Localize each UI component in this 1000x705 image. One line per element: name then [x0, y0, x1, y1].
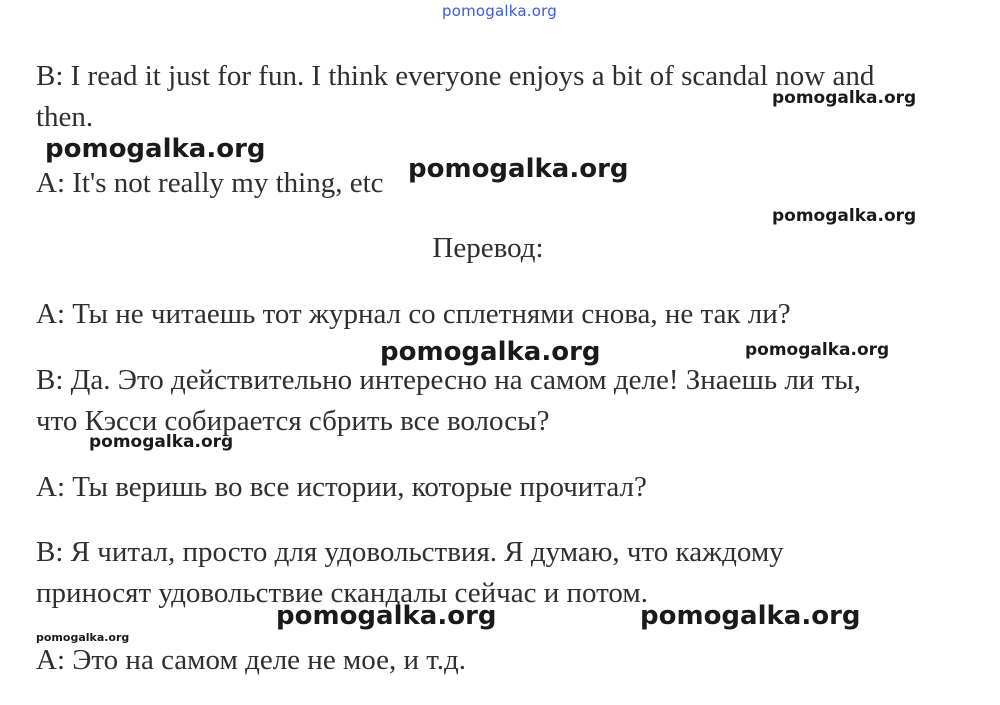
dialogue-a-ru-1: A: Ты не читаешь тот журнал со сплетнями снова, не так ли?: [36, 298, 791, 330]
dialogue-b-english-line2: then.: [36, 101, 94, 133]
dialogue-a-ru-3: A: Это на самом деле не мое, и т.д.: [36, 644, 467, 676]
site-link-top[interactable]: pomogalka.org: [442, 2, 557, 20]
watermark: pomogalka.org: [408, 154, 629, 184]
translation-heading: Перевод:: [432, 232, 544, 264]
watermark: pomogalka.org: [380, 337, 601, 367]
watermark: pomogalka.org: [45, 134, 266, 164]
dialogue-b-ru-2-line2: приносят удовольствие скандалы сейчас и потом.: [36, 577, 648, 609]
dialogue-a-ru-2: A: Ты веришь во все истории, которые прочитал?: [36, 471, 647, 503]
watermark: pomogalka.org: [276, 601, 497, 631]
watermark: pomogalka.org: [772, 206, 917, 226]
watermark: pomogalka.org: [745, 340, 890, 360]
dialogue-b-ru-1-line1: B: Да. Это действительно интересно на самом деле! Знаешь ли ты,: [36, 364, 861, 396]
dialogue-a-english: A: It's not really my thing, etc: [36, 167, 384, 199]
watermark: pomogalka.org: [640, 601, 861, 631]
dialogue-b-english-line1: B: I read it just for fun. I think everyone enjoys a bit of scandal now and: [36, 60, 875, 92]
watermark: pomogalka.org: [89, 432, 234, 452]
dialogue-b-ru-2-line1: B: Я читал, просто для удовольствия. Я думаю, что каждому: [36, 536, 784, 568]
watermark: pomogalka.org: [36, 631, 130, 644]
watermark: pomogalka.org: [772, 88, 917, 108]
dialogue-b-ru-1-line2: что Кэсси собирается сбрить все волосы?: [36, 405, 550, 437]
